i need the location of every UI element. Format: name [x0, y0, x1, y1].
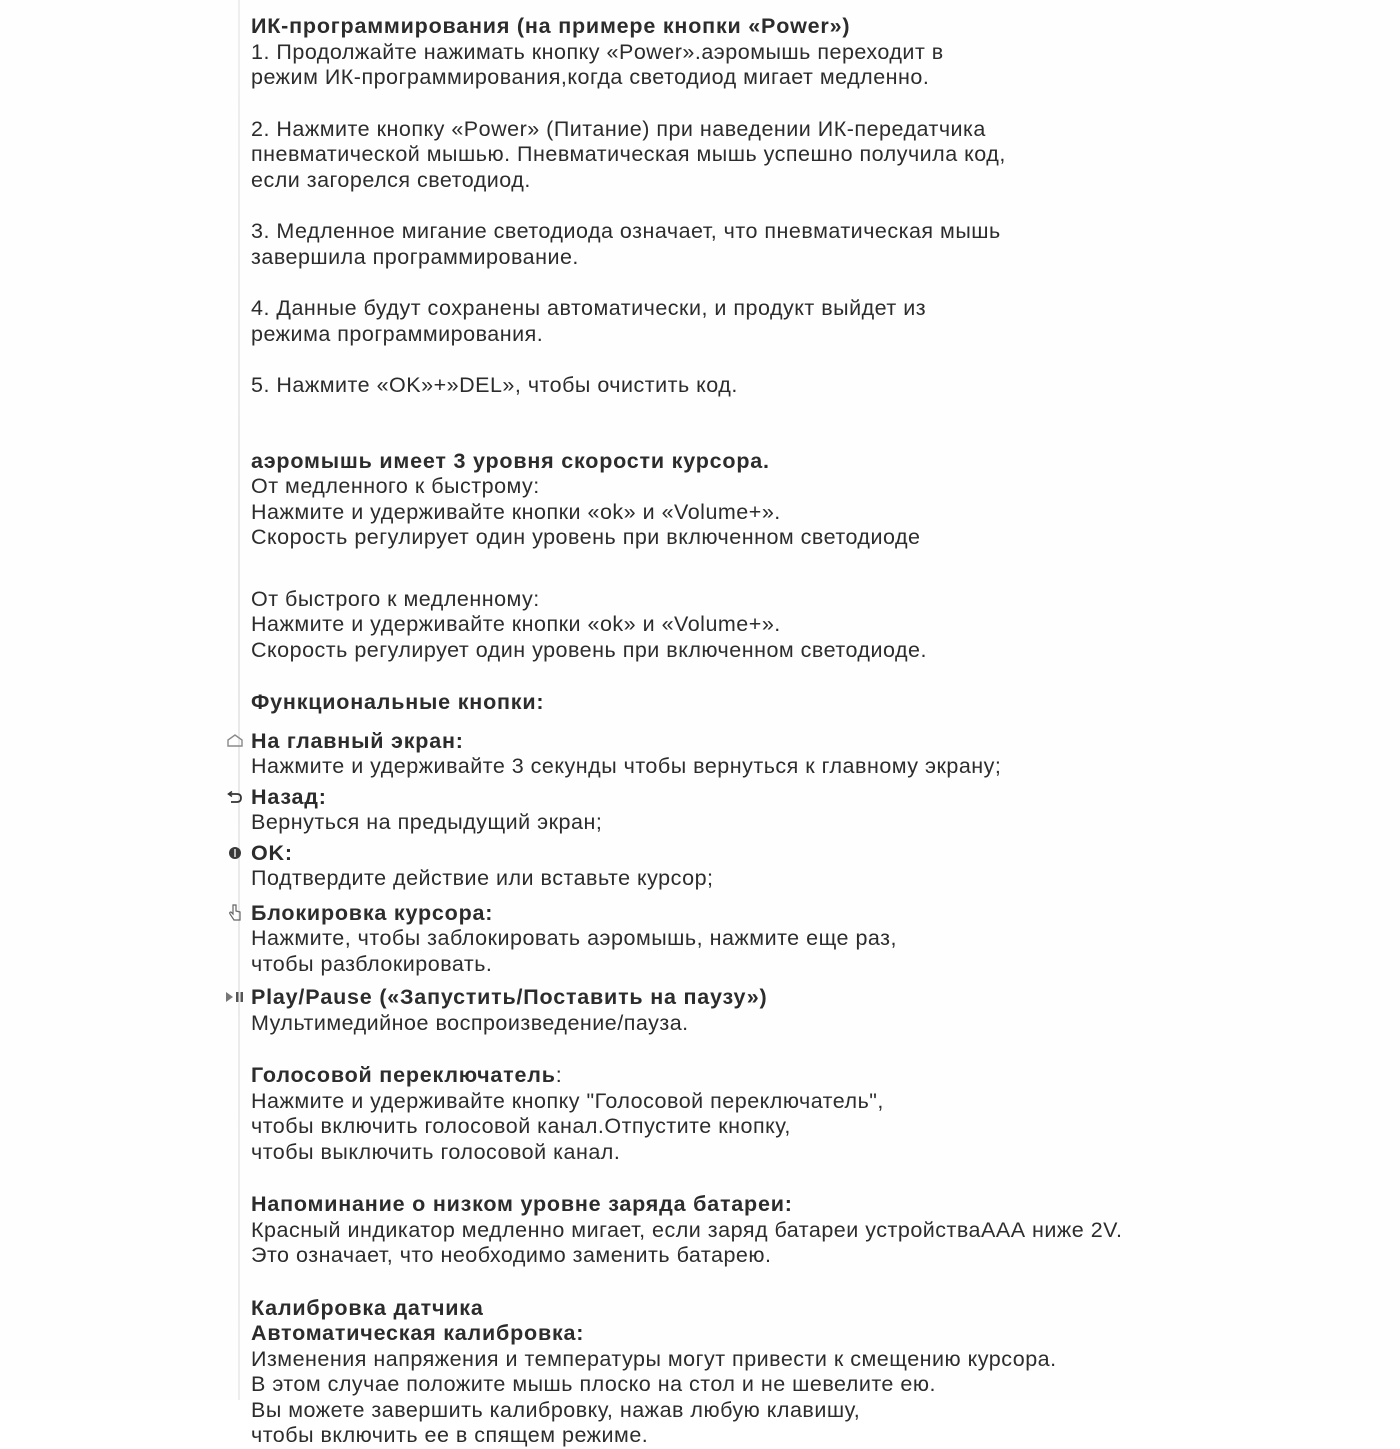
calibration-text-line-1: Изменения напряжения и температуры могут привести к смещению курсора. [251, 1346, 1057, 1371]
slow-to-fast-heading: От медленного к быстрому: [251, 474, 540, 498]
voice-switch-text-line-1: Нажмите и удерживайте кнопку "Голосовой переключатель", [251, 1088, 884, 1113]
cursor-lock-entry [251, 901, 1381, 978]
back-button-entry [251, 785, 1381, 836]
ir-step-4-line-2: режима программирования. [251, 321, 544, 346]
calibration-text-line-4: чтобы включить ее в спящем режиме. [251, 1423, 649, 1447]
ok-button-text: Подтвердите действие или вставьте курсор; [251, 866, 714, 890]
function-buttons-title: Функциональные кнопки: [251, 690, 545, 714]
ir-step-2-line-2: пневматической мышью. Пневматическая мышь успешно получила код, [251, 142, 1006, 166]
function-buttons-section [251, 690, 1381, 1036]
back-button-text: Вернуться на предыдущий экран; [251, 810, 603, 834]
ir-step-3-line-2: завершила программирование. [251, 244, 579, 269]
ir-step-5: 5. Нажмите «OK»+»DEL», чтобы очистить код. [251, 373, 738, 397]
calibration-subtitle: Автоматическая калибровка: [251, 1321, 585, 1345]
play-pause-icon [225, 987, 245, 1007]
cursor-lock-text-line-1: Нажмите, чтобы заблокировать аэромышь, нажмите еще раз, [251, 926, 897, 950]
play-pause-title: Play/Pause («Запустить/Поставить на паузу») [251, 985, 768, 1009]
back-arrow-icon [225, 787, 245, 807]
cursor-lock-title: Блокировка курсора: [251, 900, 494, 925]
low-battery-section [251, 1192, 1381, 1269]
ok-dot-icon [225, 843, 245, 863]
home-icon [225, 731, 245, 751]
ir-step-2-line-3: если загорелся светодиод. [251, 167, 531, 192]
ir-step-2-line-1: 2. Нажмите кнопку «Power» (Питание) при наведении ИК-передатчика [251, 116, 986, 141]
ir-programming-section [251, 14, 1381, 399]
slow-to-fast-line-2: Скорость регулирует один уровень при включенном светодиоде [251, 525, 921, 549]
calibration-title: Калибровка датчика [251, 1295, 484, 1320]
ir-step-3-line-1: 3. Медленное мигание светодиода означает, что пневматическая мышь [251, 219, 1001, 243]
ok-button-entry [251, 841, 1381, 892]
calibration-text-line-3: Вы можете завершить калибровку, нажав любую клавишу, [251, 1397, 861, 1422]
calibration-text-line-2: В этом случае положите мышь плоско на стол и не шевелите ею. [251, 1372, 936, 1396]
cursor-speed-title: аэромышь имеет 3 уровня скорости курсора. [251, 448, 770, 473]
home-button-entry [251, 729, 1381, 780]
voice-switch-text-line-3: чтобы выключить голосовой канал. [251, 1139, 621, 1164]
low-battery-text-line-2: Это означает, что необходимо заменить батарею. [251, 1243, 772, 1267]
fast-to-slow-line-1: Нажмите и удерживайте кнопки «ok» и «Volume+». [251, 612, 781, 636]
ir-programming-title: ИК-программирования (на примере кнопки «Power») [251, 14, 851, 38]
voice-switch-heading [251, 1063, 1381, 1089]
ir-step-4-line-1: 4. Данные будут сохранены автоматически, и продукт выйдет из [251, 296, 927, 320]
instruction-text [251, 14, 1381, 1449]
ir-step-1-line-2: режим ИК-программирования,когда светодиод мигает медленно. [251, 65, 930, 89]
cursor-hand-icon [225, 903, 245, 923]
voice-switch-title: Голосовой переключатель [251, 1063, 556, 1087]
slow-to-fast-line-1: Нажмите и удерживайте кнопки «ok» и «Volume+». [251, 499, 781, 524]
voice-switch-colon: : [555, 1063, 563, 1087]
cursor-speed-section [251, 449, 1381, 664]
ir-step-1-line-1: 1. Продолжайте нажимать кнопку «Power».аэромышь переходит в [251, 39, 944, 64]
voice-switch-section [251, 1063, 1381, 1165]
play-pause-entry [251, 985, 1381, 1036]
calibration-section [251, 1296, 1381, 1449]
play-pause-text: Мультимедийное воспроизведение/пауза. [251, 1010, 689, 1035]
low-battery-title: Напоминание о низком уровне заряда батареи: [251, 1192, 793, 1216]
ok-button-title: OK: [251, 840, 293, 865]
fast-to-slow-heading: От быстрого к медленному: [251, 586, 540, 611]
low-battery-text-line-1: Красный индикатор медленно мигает, если заряд батареи устройстваААА ниже 2V. [251, 1217, 1123, 1242]
home-button-title: На главный экран: [251, 728, 464, 753]
home-button-text: Нажмите и удерживайте 3 секунды чтобы вернуться к главному экрану; [251, 754, 1002, 778]
back-button-title: Назад: [251, 784, 327, 809]
cursor-lock-text-line-2: чтобы разблокировать. [251, 951, 493, 976]
voice-switch-text-line-2: чтобы включить голосовой канал.Отпустите кнопку, [251, 1114, 791, 1138]
fast-to-slow-line-2: Скорость регулирует один уровень при включенном светодиоде. [251, 637, 927, 662]
page-fold-line [238, 0, 240, 1400]
